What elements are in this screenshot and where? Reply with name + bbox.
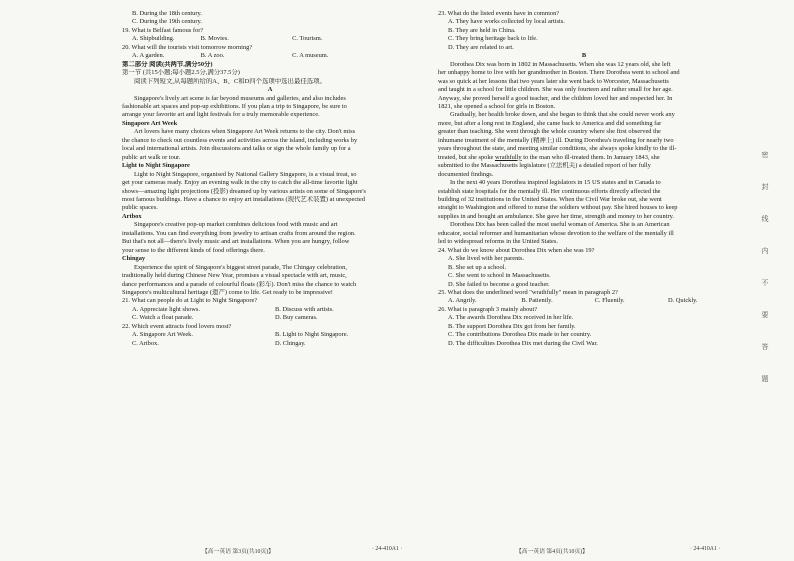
paragraph-line: Anyway, she proved herself a good teacher, and the children loved her and respected her. In <box>438 94 673 102</box>
margin-char: 线 <box>761 215 769 223</box>
margin-char: 封 <box>761 183 769 191</box>
margin-char: 要 <box>761 311 769 319</box>
underlined-word: wrathfully <box>494 153 522 161</box>
paragraph-line: shows—amazing light projections (投影) dreamed up by various artists on some of Singapore's <box>122 187 366 195</box>
paragraph-line: her unhappy home to live with her grandmother in Boston. There Dorothea went to school and <box>438 69 680 77</box>
option-a: A. The awards Dorothea Dix received in her life. <box>448 314 574 322</box>
paragraph-line: educator, social reformer and humanitarian whose devotion to the welfare of the mentally ill <box>438 229 674 237</box>
paragraph-line: years throughout the state, and meeting similar conditions, she always spoke kindly to the ill- <box>438 145 677 153</box>
option-d: D. Chingay. <box>275 339 306 347</box>
option-b: B. Patiently. <box>521 297 553 305</box>
question-20-options <box>122 52 418 60</box>
paragraph-line: Dorothea Dix has been called the most useful woman of America. She is an American <box>450 221 670 229</box>
margin-char: 答 <box>761 343 769 351</box>
paragraph-line: public art walk or tour. <box>122 153 181 161</box>
footer-code-left: · 24-410A1 · <box>372 546 403 552</box>
option-d: D. She failed to become a good teacher. <box>448 280 550 288</box>
option-line: B. During the 18th century. <box>132 10 202 17</box>
question-25: 25. What does the underlined word "wrathfully" mean in paragraph 2? <box>438 288 618 296</box>
margin-char: 内 <box>761 247 769 255</box>
question-23: 23. What do the listed events have in common? <box>438 10 560 17</box>
paragraph-line: was so quick at her lessons that two years later she went back to Worcester, Massachusetts <box>438 77 669 85</box>
paragraph-line: supplies in and bought an ambulance. She gave her time, strength and money to her country. <box>438 212 674 220</box>
paragraph-line: But that's not all—there's lively music and art installations. When you are hungry, follow <box>122 238 350 246</box>
option-c: C. Artbox. <box>132 339 159 347</box>
option-a: A. Appreciate light shows. <box>132 305 200 313</box>
paragraph-line: In the next 40 years Dorothea inspired legislators in 15 US states and in Canada to <box>450 179 661 187</box>
option-c: C. They bring heritage back to life. <box>448 35 538 43</box>
option-d: D. Buy cameras. <box>275 314 318 322</box>
option-c: C. The contributions Dorothea Dix made to her country. <box>448 331 592 339</box>
heading-light-to-night: Light to Night Singapore <box>122 162 190 170</box>
margin-char: 密 <box>761 151 769 159</box>
seal-line-margin <box>757 150 773 406</box>
paragraph-line: most famous buildings. Have a chance to enjoy art installations (现代艺术装置) at unexpected <box>122 195 365 203</box>
paragraph-line: the chance to check out countless events and activities across the island, including works by <box>122 136 358 144</box>
option-a: A. A garden. <box>132 52 165 60</box>
option-b: B. A zoo. <box>200 52 225 60</box>
option-c: C. A museum. <box>292 52 329 60</box>
question-21: 21. What can people do at Light to Night Singapore? <box>122 297 258 305</box>
option-a: A. She lived with her parents. <box>448 255 525 263</box>
option-a: A. They have works collected by local artists. <box>448 18 565 26</box>
paragraph-line: installations. You can find everything from jewelry to artisan crafts from around the region. <box>122 229 356 237</box>
text-fragment: treated, but she spoke <box>438 153 495 161</box>
paragraph-line: establish state hospitals for the mentally ill. Her continuous efforts directly affected the <box>438 187 661 195</box>
left-column <box>122 10 418 348</box>
paragraph-line: straight to Washington and offered to nurse the soldiers without pay. She hired houses to keep <box>438 204 678 212</box>
option-d: D. Quickly. <box>667 297 698 305</box>
section-instructions: 阅读下列短文,从每题所给的A、B、C和D四个选项中选出最佳选项。 <box>134 77 326 85</box>
question-22-options-2 <box>122 340 418 348</box>
option-line: C. During the 19th century. <box>132 18 202 26</box>
option-a: A. Shipbuilding. <box>132 35 175 43</box>
paragraph-line: 1821, she opened a school for girls in Boston. <box>438 102 556 110</box>
option-c: C. Tourism. <box>292 35 323 43</box>
paragraph-line: traditionally held during Chinese New Year, promises a visual spectacle with art, music, <box>122 272 347 280</box>
right-column <box>438 10 730 348</box>
section-title: 第二部分 阅读(共两节,满分50分) <box>122 60 213 68</box>
paragraph-line: Experience the spirit of Singapore's biggest street parade, The Chingay celebration, <box>134 263 347 271</box>
paragraph-line: dance performances and a parade of colourful floats (彩车). Don't miss the chance to watch <box>122 280 357 288</box>
footer-page-left: 【高一英语 第3页(共10页)】 <box>202 549 274 555</box>
intro-line: arrange your favorite art and light festivals for a truly memorable experience. <box>122 111 320 119</box>
question-24: 24. What do we know about Dorothea Dix when she was 19? <box>438 246 595 254</box>
paragraph-line: inhumane treatment of the mentally (精神上) ill. During Dorothea's traveling for nearly two <box>438 136 674 144</box>
margin-char: 不 <box>761 279 769 287</box>
option-d: D. The difficulties Dorothea Dix met during the Civil War. <box>448 339 598 347</box>
question-19-options <box>122 35 418 43</box>
paragraph-line: led to widespread reforms in the United States. <box>438 238 558 246</box>
paragraph-line-underlined <box>438 154 730 162</box>
question-22-options <box>122 331 418 339</box>
option-b: B. Light to Night Singapore. <box>275 331 349 339</box>
margin-char: 题 <box>761 375 769 383</box>
paragraph-line: Gradually, her health broke down, and she began to think that she could never work any <box>450 111 675 119</box>
paragraph-line: more, but after a long rest in England, she came back to America and did something far <box>438 119 662 127</box>
paragraph-line: public spaces. <box>122 204 158 212</box>
option-b: B. The support Dorothea Dix got from her family. <box>448 322 576 330</box>
text-fragment: to the man who ill-treated them. In January 1843, she <box>521 153 660 161</box>
question-22: 22. Which event attracts food lovers most? <box>122 322 232 330</box>
paragraph-line: greater than teaching. She went through the whole country where she first observed the <box>438 128 661 136</box>
question-20: 20. What will the tourists visit tomorrow morning? <box>122 43 253 51</box>
option-c: C. She went to school in Massachusetts. <box>448 272 551 280</box>
paragraph-line: documented findings. <box>438 170 494 178</box>
option-a: A. Singapore Art Week. <box>132 331 193 339</box>
option-c: C. Fluently. <box>594 297 625 305</box>
question-26: 26. What is paragraph 3 mainly about? <box>438 305 538 313</box>
option-b: B. They are held in China. <box>448 26 516 34</box>
heading-chingay: Chingay <box>122 255 146 263</box>
paragraph-line: local and international artists. Join discussions and talks or sign the whole family up for a <box>122 145 351 153</box>
heading-artbox: Artbox <box>122 212 142 220</box>
passage-label-b: B <box>581 52 587 60</box>
question-21-options <box>122 306 418 314</box>
question-21-options-2 <box>122 314 418 322</box>
question-19: 19. What is Belfast famous for? <box>122 26 204 34</box>
question-25-options <box>438 297 730 305</box>
intro-line: Singapore's lively art scene is far beyond museums and galleries, and also includes <box>134 94 346 102</box>
footer-code-right: · 24-410A1 · <box>690 546 721 552</box>
paragraph-line: Light to Night Singapore, organised by National Gallery Singapore, is a visual treat, so <box>134 170 357 178</box>
paragraph-line: get your cameras ready. Enjoy an evening walk in the city to catch the all-time favorite light <box>122 179 358 187</box>
heading-art-week: Singapore Art Week <box>122 119 178 127</box>
option-b: B. She set up a school. <box>448 263 507 271</box>
footer-page-right: 【高一英语 第4页(共10页)】 <box>516 549 588 555</box>
paragraph-line: submitted to the Massachusetts legislature (立法机关) a detailed report of her fully <box>438 162 651 170</box>
paragraph-line: Singapore's multicultural heritage (遗产) come to life. Get ready to be impressive! <box>122 288 333 296</box>
paragraph-line: building of 32 institutions in the United States. When the Civil War broke out, she went <box>438 195 662 203</box>
paragraph-line: and taught in a school for little children. She was only fourteen and rather small for her age. <box>438 86 673 94</box>
paragraph-line: Art lovers have many choices when Singapore Art Week returns to the city. Don't miss <box>134 128 356 136</box>
paragraph-line: your sense to the different kinds of food offerings there. <box>122 246 265 254</box>
intro-line: fashionable art spaces and pop-up exhibitions. If you plan a trip to Singapore, be sure to <box>122 102 347 110</box>
paragraph-line: Dorothea Dix was born in 1802 in Massachusetts. When she was 12 years old, she left <box>450 60 671 68</box>
option-b: B. Movies. <box>200 35 229 43</box>
option-b: B. Discuss with artists. <box>275 305 334 313</box>
paragraph-line: Singapore's creative pop-up market combines delicious food with music and art <box>134 221 338 229</box>
option-d: D. They are related to art. <box>448 43 514 51</box>
option-c: C. Watch a float parade. <box>132 314 194 322</box>
section-subtitle: 第一节 (共15小题;每小题2.5分,满分37.5分) <box>122 69 240 77</box>
option-a: A. Angrily. <box>448 297 477 305</box>
passage-label-a: A <box>267 86 273 94</box>
